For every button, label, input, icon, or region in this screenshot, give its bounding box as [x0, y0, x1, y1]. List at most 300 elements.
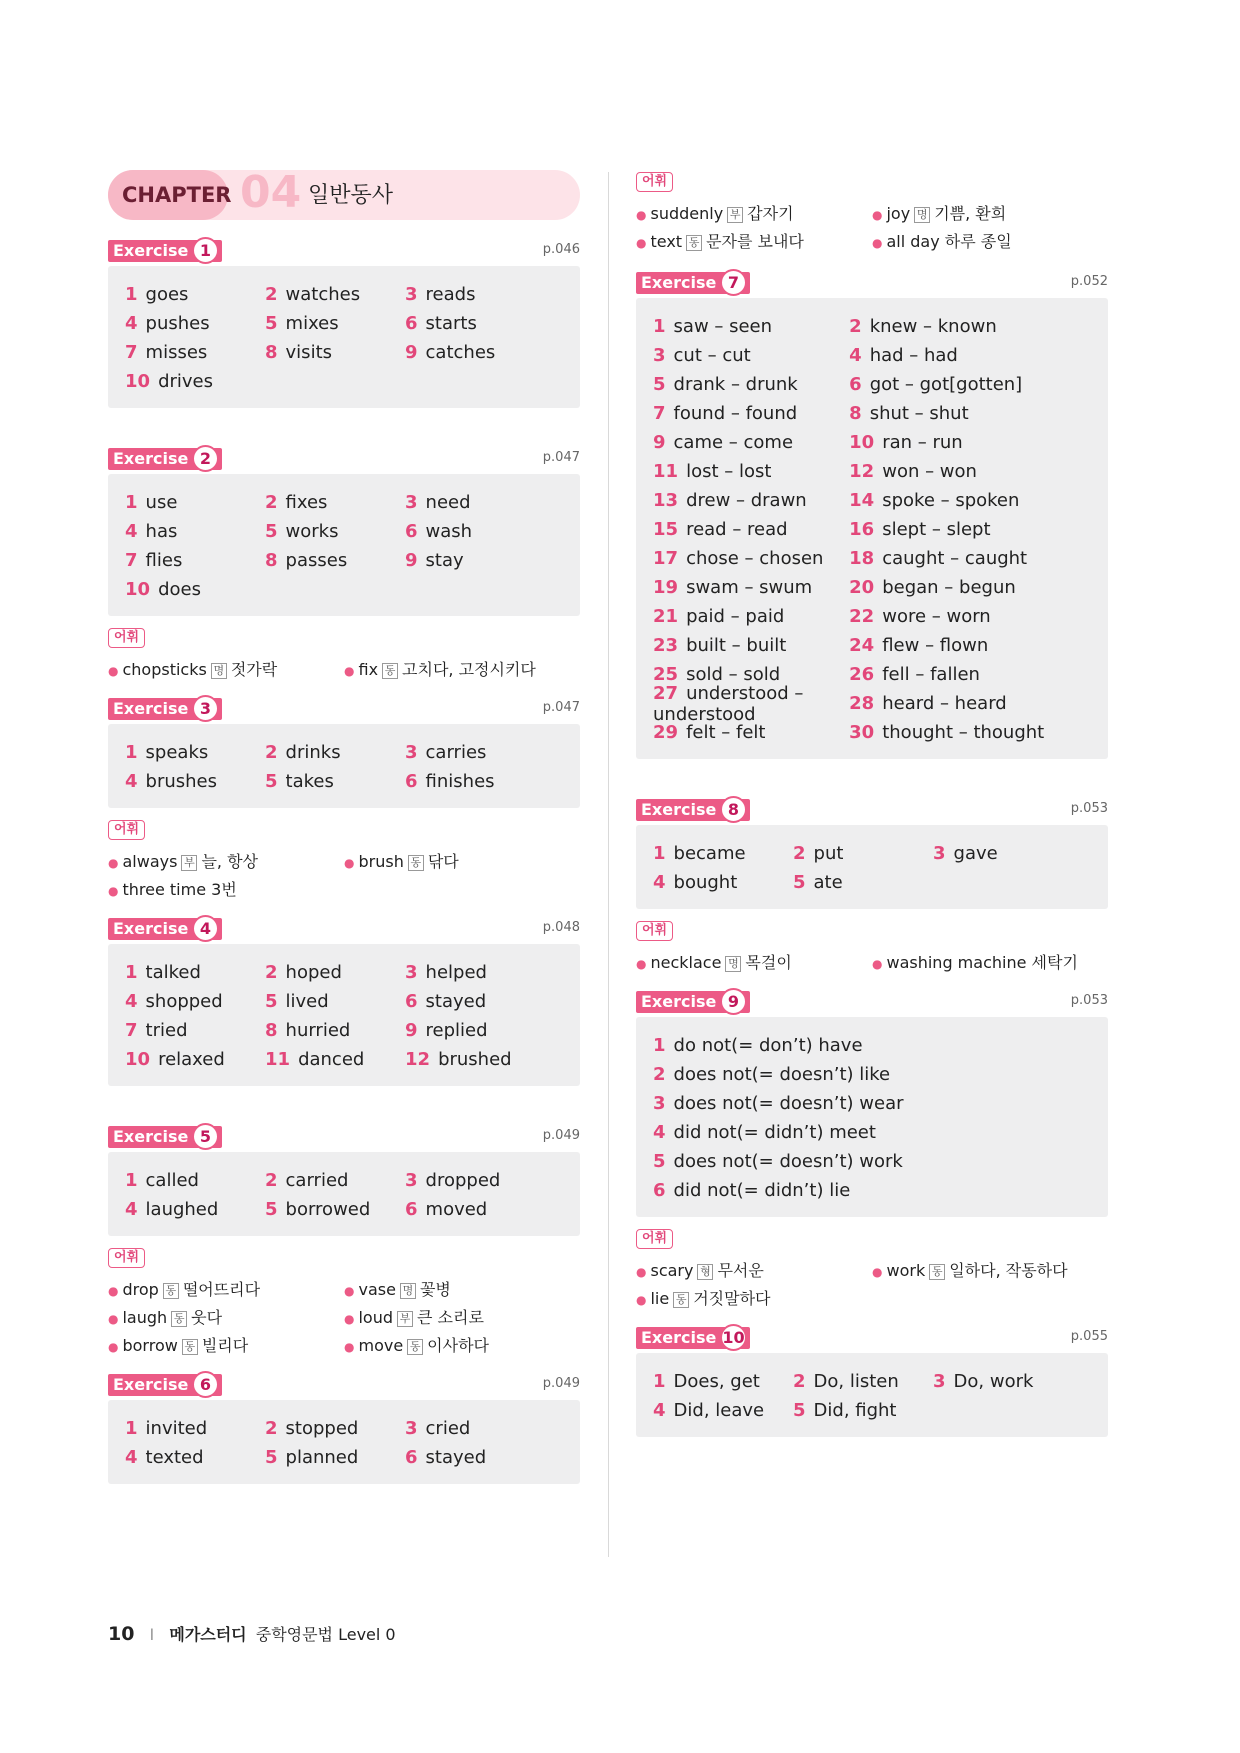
vocab-meaning: 젓가락	[230, 659, 278, 679]
answer-text: drinks	[285, 742, 341, 763]
part-of-speech-badge: 형	[697, 1264, 713, 1280]
answer-text: drank – drunk	[673, 374, 798, 395]
answer-number: 11	[265, 1049, 291, 1070]
answer-row	[125, 958, 564, 987]
answer-item	[125, 521, 265, 542]
part-of-speech-badge: 부	[727, 207, 743, 223]
answer-number: 21	[653, 606, 679, 627]
answer-text: do not(= don’t) have	[673, 1035, 863, 1056]
vocab-item	[108, 1305, 344, 1328]
answer-item	[849, 722, 1092, 743]
answer-row	[653, 370, 1092, 399]
answer-item	[265, 492, 405, 513]
answer-number: 1	[653, 1371, 666, 1392]
vocab-row	[636, 1283, 1108, 1311]
answer-item	[849, 374, 1092, 395]
answer-item	[849, 664, 1092, 685]
answer-item	[125, 313, 265, 334]
answer-row	[125, 1195, 564, 1224]
answer-number: 10	[125, 1049, 151, 1070]
answer-number: 5	[265, 991, 278, 1012]
answer-item	[125, 1447, 265, 1468]
answer-text: goes	[145, 284, 189, 305]
answer-item	[405, 284, 545, 305]
vocab-row	[636, 198, 1108, 226]
answer-item	[265, 342, 405, 363]
answer-text: speaks	[145, 742, 209, 763]
answer-text: flew – flown	[882, 635, 989, 656]
vocab-meaning: 이사하다	[427, 1335, 489, 1355]
answer-row	[653, 1147, 1092, 1176]
answer-number: 28	[849, 693, 875, 714]
answer-text: chose – chosen	[686, 548, 824, 569]
answer-number: 2	[793, 1371, 806, 1392]
answer-text: Do, work	[953, 1371, 1034, 1392]
answer-item	[125, 1170, 265, 1191]
answer-text: Do, listen	[813, 1371, 899, 1392]
chapter-title: 일반동사	[308, 183, 394, 208]
answer-text: tried	[145, 1020, 188, 1041]
answer-text: came – come	[673, 432, 794, 453]
answer-item	[653, 683, 849, 725]
exercise-tag: Exercise	[108, 448, 222, 470]
answer-item	[653, 345, 849, 366]
answer-number: 17	[653, 548, 679, 569]
bullet-icon: ●	[636, 207, 647, 222]
answer-text: mixes	[285, 313, 339, 334]
answer-row	[653, 399, 1092, 428]
answer-text: wash	[425, 521, 473, 542]
answer-text: need	[425, 492, 471, 513]
answer-item	[265, 771, 405, 792]
answer-text: called	[145, 1170, 199, 1191]
vocab-item	[108, 657, 344, 680]
exercise-header	[108, 698, 580, 724]
answer-text: finishes	[425, 771, 495, 792]
answer-text: Did, fight	[813, 1400, 897, 1421]
answer-number: 6	[405, 771, 418, 792]
answer-number: 3	[405, 284, 418, 305]
answer-item	[265, 521, 405, 542]
answer-text: stopped	[285, 1418, 359, 1439]
answer-row	[125, 280, 564, 309]
exercise-7	[636, 272, 1108, 759]
answer-number: 16	[849, 519, 875, 540]
answer-item	[933, 1371, 1073, 1392]
exercise-page-ref: p.053	[1070, 801, 1108, 816]
answer-number: 5	[265, 771, 278, 792]
vocab-item	[108, 1277, 344, 1300]
exercise-number-badge: 1	[192, 237, 219, 264]
answer-number: 2	[265, 1418, 278, 1439]
answer-number: 6	[405, 1199, 418, 1220]
vocab-word: vase	[358, 1279, 396, 1299]
answer-number: 12	[849, 461, 875, 482]
answer-row	[125, 309, 564, 338]
answer-text: got – got[gotten]	[869, 374, 1023, 395]
answer-number: 12	[405, 1049, 431, 1070]
answer-item	[405, 1418, 545, 1439]
answer-text: caught – caught	[882, 548, 1028, 569]
answer-number: 3	[405, 492, 418, 513]
exercise-9	[636, 991, 1108, 1217]
vocab-meaning: 무서운	[717, 1260, 764, 1280]
exercise-number-badge: 9	[720, 988, 747, 1015]
answer-number: 4	[653, 1400, 666, 1421]
vocab-word: borrow	[122, 1335, 178, 1355]
exercise-page-ref: p.053	[1070, 993, 1108, 1008]
answer-item	[653, 635, 849, 656]
answer-item	[849, 432, 1092, 453]
answer-text: relaxed	[158, 1049, 225, 1070]
bullet-icon: ●	[108, 1311, 119, 1326]
vocab-meaning: 목걸이	[745, 952, 792, 972]
answer-number: 6	[653, 1180, 666, 1201]
exercise-number-badge: 5	[192, 1123, 219, 1150]
answer-item	[405, 342, 545, 363]
answer-row	[653, 341, 1092, 370]
answer-item	[849, 316, 1092, 337]
vocab-row	[108, 654, 580, 682]
answer-number: 29	[653, 722, 679, 743]
exercise-header	[108, 240, 580, 266]
answer-number: 4	[125, 1199, 138, 1220]
exercise-header	[636, 1327, 1108, 1353]
vocab-item	[872, 201, 1108, 224]
answer-number: 1	[653, 843, 666, 864]
exercise-tag: Exercise	[636, 272, 750, 294]
answer-box	[636, 1353, 1108, 1437]
exercise-number-badge: 7	[720, 269, 747, 296]
answer-item	[849, 548, 1092, 569]
answer-row	[653, 602, 1092, 631]
answer-number: 30	[849, 722, 875, 743]
answer-row	[653, 682, 1092, 725]
answer-text: shopped	[145, 991, 223, 1012]
answer-box	[108, 474, 580, 616]
answer-item	[653, 374, 849, 395]
answer-number: 1	[125, 284, 138, 305]
vocab-item	[636, 950, 872, 973]
answer-number: 1	[125, 1418, 138, 1439]
answer-text: has	[145, 521, 178, 542]
bullet-icon: ●	[872, 235, 883, 250]
answer-box	[108, 266, 580, 408]
vocab-item	[344, 1333, 580, 1356]
exercise-tag: Exercise	[108, 240, 222, 262]
answer-text: Did, leave	[673, 1400, 765, 1421]
answer-number: 4	[125, 521, 138, 542]
exercise-tag: Exercise	[636, 991, 750, 1013]
answer-row	[125, 367, 564, 396]
exercise-4	[108, 918, 580, 1086]
vocab-item	[872, 1258, 1108, 1281]
answer-number: 5	[265, 521, 278, 542]
answer-number: 7	[125, 342, 138, 363]
answer-item	[653, 722, 849, 743]
page-footer	[108, 1622, 396, 1645]
vocab-item	[872, 950, 1108, 973]
answer-text: fixes	[285, 492, 328, 513]
vocab-2	[108, 626, 580, 682]
answer-row	[653, 1089, 1092, 1118]
part-of-speech-badge: 동	[382, 663, 398, 679]
answer-item	[405, 962, 545, 983]
answer-item	[653, 1122, 1092, 1143]
answer-box	[108, 724, 580, 808]
answer-number: 24	[849, 635, 875, 656]
exercise-number-badge: 10	[720, 1324, 747, 1351]
vocab-meaning: 거짓말하다	[693, 1288, 771, 1308]
vocab-row	[108, 1302, 580, 1330]
part-of-speech-badge: 동	[182, 1339, 198, 1355]
vocab-label: 어휘	[636, 172, 673, 192]
vocab-word: necklace	[650, 952, 722, 972]
answer-text: became	[673, 843, 746, 864]
answer-text: use	[145, 492, 178, 513]
exercise-1	[108, 240, 580, 408]
bullet-icon: ●	[636, 956, 647, 971]
exercise-2	[108, 448, 580, 616]
answer-item	[405, 313, 545, 334]
answer-text: gave	[953, 843, 998, 864]
answer-text: does not(= doesn’t) wear	[673, 1093, 904, 1114]
answer-number: 6	[405, 1447, 418, 1468]
answer-text: lived	[285, 991, 329, 1012]
exercise-number-badge: 4	[192, 915, 219, 942]
answer-text: pushes	[145, 313, 210, 334]
vocab-word: always	[122, 851, 178, 871]
vocab-3	[108, 818, 580, 902]
answer-text: drew – drawn	[686, 490, 807, 511]
answer-text: laughed	[145, 1199, 219, 1220]
vocab-meaning: 고치다, 고정시키다	[402, 659, 536, 679]
vocab-item	[636, 229, 872, 252]
answer-row	[125, 1045, 564, 1074]
vocab-item	[108, 877, 344, 900]
part-of-speech-badge: 동	[408, 855, 424, 871]
answer-row	[125, 575, 564, 604]
answer-text: dropped	[425, 1170, 501, 1191]
bullet-icon: ●	[636, 235, 647, 250]
exercise-number-badge: 8	[720, 796, 747, 823]
vocab-meaning: 기쁨, 환희	[934, 203, 1007, 223]
answer-number: 8	[849, 403, 862, 424]
bullet-icon: ●	[108, 1339, 119, 1354]
answer-item	[265, 550, 405, 571]
answer-text: won – won	[882, 461, 977, 482]
answer-row	[653, 718, 1092, 747]
vocab-meaning: 꽃병	[419, 1279, 451, 1299]
answer-number: 4	[125, 313, 138, 334]
answer-row	[125, 517, 564, 546]
answer-item	[653, 1151, 1092, 1172]
answer-text: stayed	[425, 1447, 487, 1468]
answer-row	[125, 738, 564, 767]
answer-number: 13	[653, 490, 679, 511]
answer-box	[636, 298, 1108, 759]
answer-item	[653, 1371, 793, 1392]
answer-item	[125, 371, 265, 392]
answer-item	[125, 284, 265, 305]
part-of-speech-badge: 명	[211, 663, 227, 679]
answer-row	[653, 1367, 1092, 1396]
footer-brand: 메가스터디	[169, 1625, 247, 1644]
answer-item	[125, 1049, 265, 1070]
answer-number: 11	[653, 461, 679, 482]
answer-number: 1	[125, 492, 138, 513]
exercise-tag: Exercise	[636, 799, 750, 821]
vocab-item	[872, 229, 1108, 252]
answer-text: flies	[145, 550, 183, 571]
answer-number: 4	[125, 771, 138, 792]
bullet-icon: ●	[344, 1339, 355, 1354]
chapter-header	[108, 167, 580, 220]
vocab-row	[108, 1330, 580, 1358]
exercise-tag: Exercise	[108, 918, 222, 940]
answer-number: 4	[653, 1122, 666, 1143]
answer-number: 3	[405, 1418, 418, 1439]
answer-text: began – begun	[882, 577, 1016, 598]
answer-number: 3	[405, 962, 418, 983]
exercise-header	[636, 799, 1108, 825]
answer-box	[636, 1017, 1108, 1217]
answer-row	[125, 1166, 564, 1195]
exercise-page-ref: p.055	[1070, 1329, 1108, 1344]
answer-number: 4	[125, 1447, 138, 1468]
answer-row	[125, 1414, 564, 1443]
answer-text: fell – fallen	[882, 664, 980, 685]
answer-number: 3	[405, 742, 418, 763]
vocab-meaning: 문자를 보내다	[706, 231, 804, 251]
answer-item	[933, 843, 1073, 864]
answer-number: 9	[405, 550, 418, 571]
answer-item	[265, 1049, 405, 1070]
answer-number: 1	[653, 316, 666, 337]
answer-box	[636, 825, 1108, 909]
answer-number: 3	[653, 345, 666, 366]
exercise-tag: Exercise	[636, 1327, 750, 1349]
answer-number: 8	[265, 1020, 278, 1041]
answer-item	[265, 1199, 405, 1220]
answer-number: 23	[653, 635, 679, 656]
answer-text: misses	[145, 342, 208, 363]
answer-number: 6	[405, 521, 418, 542]
answer-number: 5	[793, 872, 806, 893]
answer-item	[265, 991, 405, 1012]
answer-text: ate	[813, 872, 843, 893]
answer-item	[653, 490, 849, 511]
answer-number: 1	[653, 1035, 666, 1056]
answer-row	[125, 1443, 564, 1472]
answer-number: 15	[653, 519, 679, 540]
answer-text: paid – paid	[686, 606, 785, 627]
answer-item	[405, 742, 545, 763]
exercise-number-badge: 3	[192, 695, 219, 722]
answer-text: passes	[285, 550, 348, 571]
bullet-icon: ●	[108, 1283, 119, 1298]
answer-item	[849, 693, 1092, 714]
answer-item	[849, 635, 1092, 656]
answer-item	[793, 872, 933, 893]
answer-number: 14	[849, 490, 875, 511]
answer-item	[125, 1418, 265, 1439]
right-column	[636, 170, 1108, 1437]
answer-text: sold – sold	[686, 664, 781, 685]
answer-item	[265, 1170, 405, 1191]
answer-item	[849, 345, 1092, 366]
vocab-word: move	[358, 1335, 404, 1355]
answer-text: put	[813, 843, 844, 864]
answer-number: 20	[849, 577, 875, 598]
vocab-meaning: 세탁기	[1031, 952, 1078, 972]
answer-text: danced	[298, 1049, 365, 1070]
answer-number: 27	[653, 682, 679, 704]
answer-item	[125, 1020, 265, 1041]
answer-item	[125, 342, 265, 363]
answer-item	[125, 579, 265, 600]
answer-text: starts	[425, 313, 477, 334]
answer-text: wore – worn	[882, 606, 991, 627]
answer-number: 9	[405, 342, 418, 363]
answer-row	[653, 1176, 1092, 1205]
answer-number: 8	[265, 342, 278, 363]
bullet-icon: ●	[108, 855, 119, 870]
part-of-speech-badge: 동	[929, 1264, 945, 1280]
answer-text: moved	[425, 1199, 488, 1220]
answer-item	[265, 284, 405, 305]
answer-item	[653, 316, 849, 337]
answer-row	[653, 1031, 1092, 1060]
answer-text: did not(= didn’t) lie	[673, 1180, 851, 1201]
answer-row	[125, 488, 564, 517]
vocab-label: 어휘	[636, 921, 673, 941]
answer-item	[265, 962, 405, 983]
answer-item	[653, 548, 849, 569]
exercise-header	[108, 918, 580, 944]
answer-row	[125, 1016, 564, 1045]
answer-item	[405, 1199, 545, 1220]
answer-text: saw – seen	[673, 316, 773, 337]
answer-row	[653, 428, 1092, 457]
answer-box	[108, 1400, 580, 1484]
answer-number: 2	[265, 492, 278, 513]
vocab-word: fix	[358, 659, 379, 679]
vocab-word: suddenly	[650, 203, 724, 223]
part-of-speech-badge: 동	[171, 1311, 187, 1327]
answer-text: reads	[425, 284, 476, 305]
answer-text: brushed	[438, 1049, 512, 1070]
answer-item	[653, 1180, 1092, 1201]
exercise-number-badge: 2	[192, 445, 219, 472]
answer-text: carried	[285, 1170, 349, 1191]
answer-item	[125, 991, 265, 1012]
bullet-icon: ●	[872, 956, 883, 971]
answer-text: watches	[285, 284, 361, 305]
answer-number: 4	[849, 345, 862, 366]
bullet-icon: ●	[636, 1264, 647, 1279]
answer-item	[793, 1400, 933, 1421]
part-of-speech-badge: 부	[397, 1311, 413, 1327]
vocab-meaning: 큰 소리로	[417, 1307, 484, 1327]
vocab-meaning: 일하다, 작동하다	[949, 1260, 1068, 1280]
answer-item	[653, 519, 849, 540]
answer-box	[108, 944, 580, 1086]
answer-row	[125, 767, 564, 796]
answer-number: 3	[933, 1371, 946, 1392]
answer-item	[405, 1049, 545, 1070]
vocab-word: laugh	[122, 1307, 168, 1327]
